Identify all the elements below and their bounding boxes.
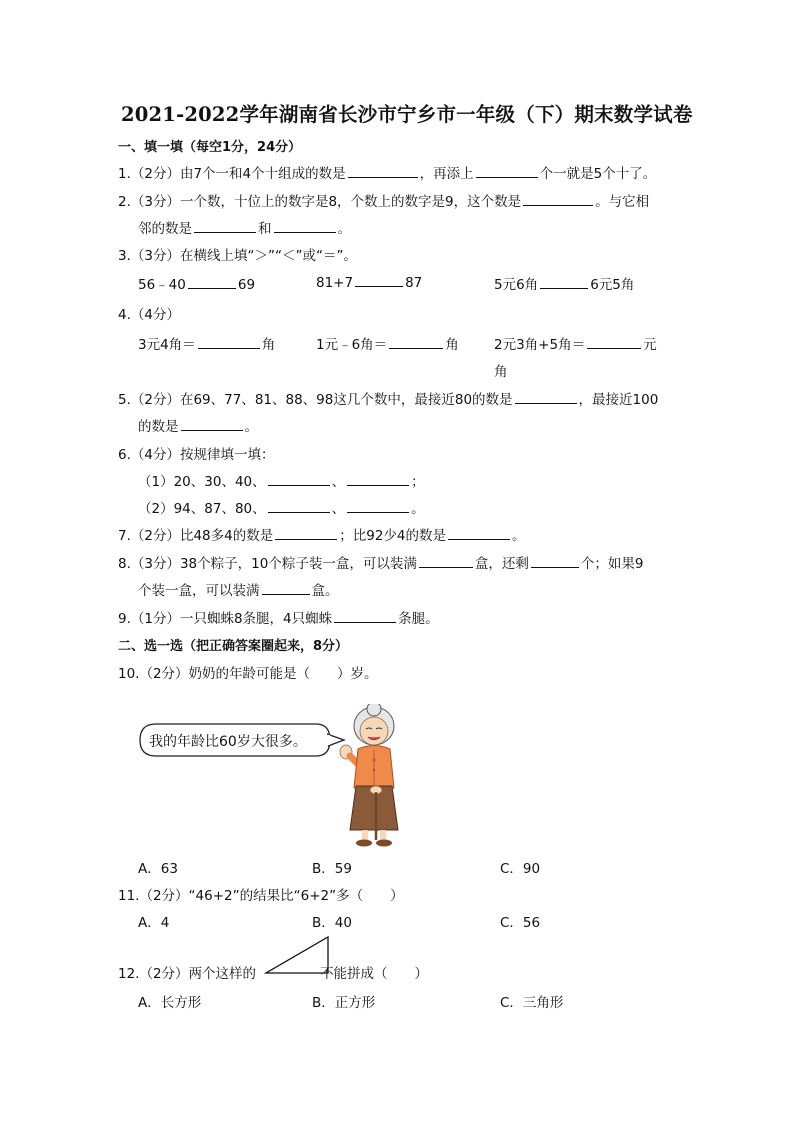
question-3-item-3: 5元6角 6元5角	[494, 277, 635, 293]
question-10: 10.（2分）奶奶的年龄可能是（ ）岁。	[118, 666, 378, 682]
answer-blank[interactable]	[587, 335, 641, 349]
question-4-item-3: 2元3角+5角＝ 元	[494, 337, 657, 353]
answer-blank[interactable]	[268, 472, 330, 486]
question-2-cont: 邻的数是 和 。	[138, 221, 351, 237]
q10-option-c[interactable]: C．90	[500, 861, 541, 877]
question-4-item-2: 1元﹣6角＝ 角	[316, 337, 459, 353]
q10-option-b[interactable]: B．59	[312, 861, 352, 877]
answer-blank[interactable]	[348, 164, 418, 178]
answer-blank[interactable]	[347, 499, 409, 513]
speech-bubble-text: 我的年龄比60岁大很多。	[149, 734, 307, 750]
question-1: 1.（2分）由7个一和4个十组成的数是 ，再添上 个一就是5个十了。	[118, 166, 657, 182]
q12-option-a[interactable]: A．长方形	[138, 995, 202, 1011]
answer-blank[interactable]	[419, 554, 473, 568]
section-1-heading: 一、填一填（每空1分，24分）	[118, 140, 302, 155]
question-6-line-1: （1）20、30、40、 、 ；	[138, 474, 425, 490]
answer-blank[interactable]	[540, 275, 588, 289]
question-7: 7.（2分）比48多4的数是 ；比92少4的数是 。	[118, 528, 526, 544]
question-8: 8.（3分）38个粽子，10个粽子装一盒，可以装满 盒，还剩 个；如果9	[118, 556, 644, 572]
question-6: 6.（4分）按规律填一填：	[118, 447, 275, 463]
answer-blank[interactable]	[198, 335, 260, 349]
question-4-item-1: 3元4角＝ 角	[138, 337, 276, 353]
question-5: 5.（2分）在69、77、81、88、98这几个数中，最接近80的数是 ，最接近100	[118, 392, 659, 408]
answer-blank[interactable]	[448, 526, 510, 540]
answer-blank[interactable]	[347, 472, 409, 486]
answer-blank[interactable]	[181, 417, 243, 431]
answer-blank[interactable]	[262, 581, 310, 595]
q11-option-c[interactable]: C．56	[500, 915, 541, 931]
q12-option-c[interactable]: C．三角形	[500, 995, 564, 1011]
q10-option-a[interactable]: A．63	[138, 861, 178, 877]
section-2-heading: 二、选一选（把正确答案圈起来，8分）	[118, 639, 349, 654]
question-5-cont: 的数是 。	[138, 419, 258, 435]
question-9: 9.（1分）一只蜘蛛8条腿，4只蜘蛛 条腿。	[118, 611, 439, 627]
answer-blank[interactable]	[355, 273, 403, 287]
answer-blank[interactable]	[389, 335, 443, 349]
answer-blank[interactable]	[275, 526, 337, 540]
q11-option-b[interactable]: B．40	[312, 915, 352, 931]
question-2: 2.（3分）一个数，十位上的数字是8，个数上的数字是9，这个数是 。与它相	[118, 194, 650, 210]
right-triangle-figure	[264, 935, 332, 977]
answer-blank[interactable]	[188, 275, 236, 289]
page-title: 2021-2022学年湖南省长沙市宁乡市一年级（下）期末数学试卷	[121, 103, 693, 126]
answer-blank[interactable]	[274, 219, 336, 233]
question-6-line-2: （2）94、87、80、 、 。	[138, 501, 425, 517]
question-3-item-1: 56﹣40 69	[138, 277, 256, 293]
answer-blank[interactable]	[476, 164, 538, 178]
answer-blank[interactable]	[268, 499, 330, 513]
question-12: 12.（2分）两个这样的 不能拼成（ ）	[118, 966, 429, 982]
question-4-item-3-unit: 角	[494, 364, 508, 380]
question-3: 3.（3分）在横线上填“＞”“＜”或“＝”。	[118, 248, 357, 264]
answer-blank[interactable]	[334, 609, 396, 623]
question-3-item-2: 81+7 87	[316, 275, 423, 291]
question-4: 4.（4分）	[118, 307, 180, 323]
q11-option-a[interactable]: A．4	[138, 915, 170, 931]
answer-blank[interactable]	[523, 192, 593, 206]
grandma-illustration	[336, 704, 412, 848]
answer-blank[interactable]	[194, 219, 256, 233]
question-8-cont: 个装一盒，可以装满 盒。	[138, 583, 339, 599]
answer-blank[interactable]	[531, 554, 579, 568]
q12-option-b[interactable]: B．正方形	[312, 995, 376, 1011]
answer-blank[interactable]	[515, 390, 577, 404]
question-11: 11.（2分）“46+2”的结果比“6+2”多（ ）	[118, 888, 404, 904]
